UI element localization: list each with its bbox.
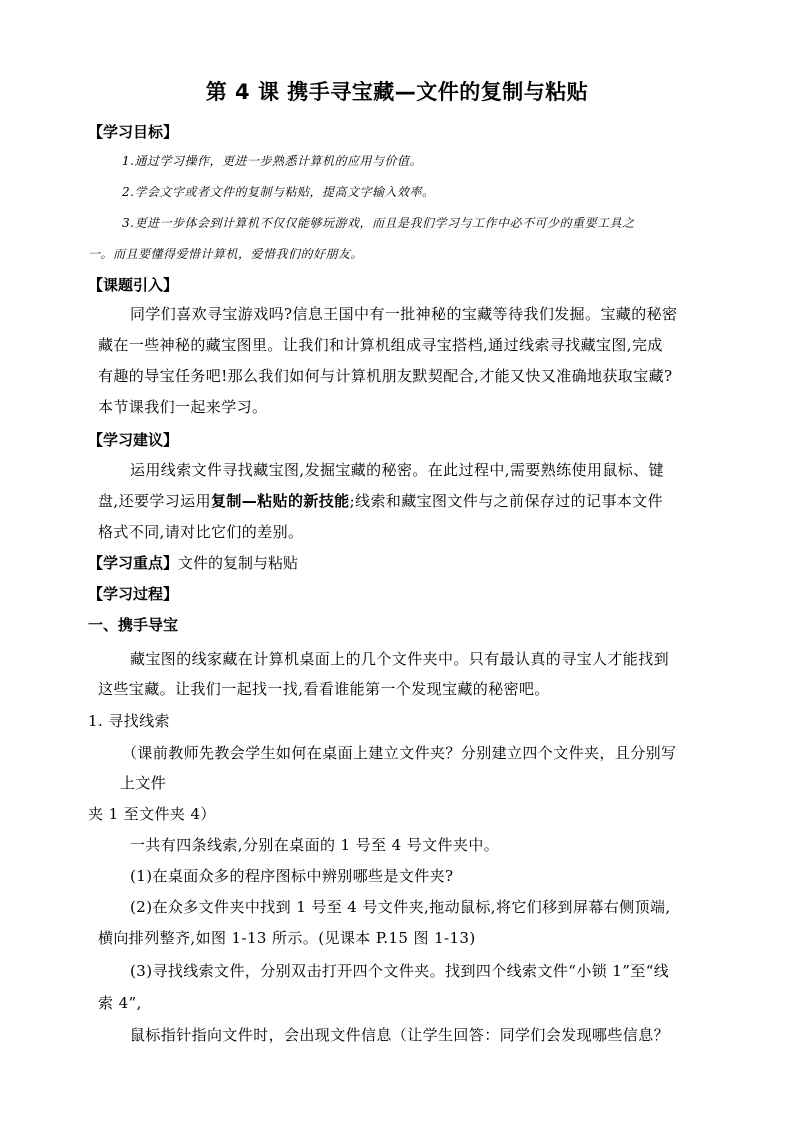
- intro-line-1: 同学们喜欢寻宝游戏吗?信息王国中有一批神秘的宝藏等待我们发掘。宝藏的秘密: [130, 305, 678, 323]
- advice-heading: 【学习建议】: [88, 431, 179, 449]
- process-line-5: (3)寻找线索文件，分别双击打开四个文件夹。找到四个线索文件“小锁 1”至“线: [130, 962, 670, 980]
- advice-line-3: 格式不同,请对比它们的差别。: [98, 523, 304, 541]
- note-line-1: （课前教师先教会学生如何在桌面上建立文件夹？分别建立四个文件夹，且分别写: [122, 744, 677, 762]
- process-para-line-2: 这些宝藏。让我们一起找一找,看看谁能第一个发现宝藏的秘密吧。: [98, 680, 550, 698]
- section-1-heading: 一、携手导宝: [88, 616, 179, 634]
- objective-item-3: 3.更进一步体会到计算机不仅仅能够玩游戏，而且是我们学习与工作中必不可少的重要工具之: [122, 216, 635, 230]
- intro-line-3: 有趣的导宝任务吧!那么我们如何与计算机朋友默契配合,才能又快又准确地获取宝藏?: [98, 367, 673, 385]
- objective-item-1: 1.通过学习操作，更进一步熟悉计算机的应用与价值。: [122, 154, 422, 168]
- intro-line-4: 本节课我们一起来学习。: [98, 398, 268, 416]
- objectives-heading: 【学习目标】: [88, 123, 179, 141]
- objective-item-3-cont: 一。而且要懂得爱惜计算机，爱惜我们的好朋友。: [88, 247, 364, 261]
- advice-line-2: [98, 490, 663, 511]
- lesson-title: 第 4 课 携手寻宝藏—文件的复制与粘贴: [205, 80, 589, 104]
- advice-line-2-end: ;线索和藏宝图文件与之前保存过的记事本文件: [349, 492, 664, 510]
- process-line-6: 索 4”,: [98, 994, 142, 1012]
- process-para-line-1: 藏宝图的线家藏在计算机桌面上的几个文件夹中。只有最认真的寻宝人才能找到: [130, 650, 670, 668]
- process-line-7: 鼠标指针指向文件时，会出现文件信息（让学生回答：同学们会发现哪些信息？: [130, 1026, 670, 1044]
- intro-line-2: 藏在一些神秘的藏宝图里。让我们和计算机组成寻宝搭档,通过线索寻找藏宝图,完成: [98, 336, 663, 354]
- advice-emphasis: 复制—粘贴的新技能: [210, 492, 350, 510]
- step-1-heading: 1. 寻找线索: [88, 712, 170, 730]
- focus-row: [88, 552, 298, 573]
- note-line-2: 上文件: [120, 774, 167, 792]
- focus-heading: 【学习重点】: [88, 554, 179, 572]
- process-line-2: (1)在桌面众多的程序图标中辨别哪些是文件夹?: [130, 867, 454, 885]
- note-line-3: 夹 1 至文件夹 4）: [88, 805, 216, 823]
- process-line-4: 横向排列整齐,如图 1-13 所示。(见课本 P.15 图 1-13): [98, 929, 476, 947]
- objective-item-2: 2.学会文字或者文件的复制与粘贴，提高文字输入效率。: [122, 185, 435, 199]
- process-heading: 【学习过程】: [88, 585, 179, 603]
- focus-text: 文件的复制与粘贴: [178, 554, 299, 572]
- advice-line-2-start: 盘,还要学习运用: [98, 492, 211, 510]
- intro-heading: 【课题引入】: [88, 276, 179, 294]
- process-line-1: 一共有四条线索,分别在桌面的 1 号至 4 号文件夹中。: [130, 836, 500, 854]
- process-line-3: (2)在众多文件夹中找到 1 号至 4 号文件夹,拖动鼠标,将它们移到屏幕右侧顶端,: [130, 898, 671, 916]
- advice-line-1: 运用线索文件寻找藏宝图,发掘宝藏的秘密。在此过程中,需要熟练使用鼠标、键: [130, 461, 664, 479]
